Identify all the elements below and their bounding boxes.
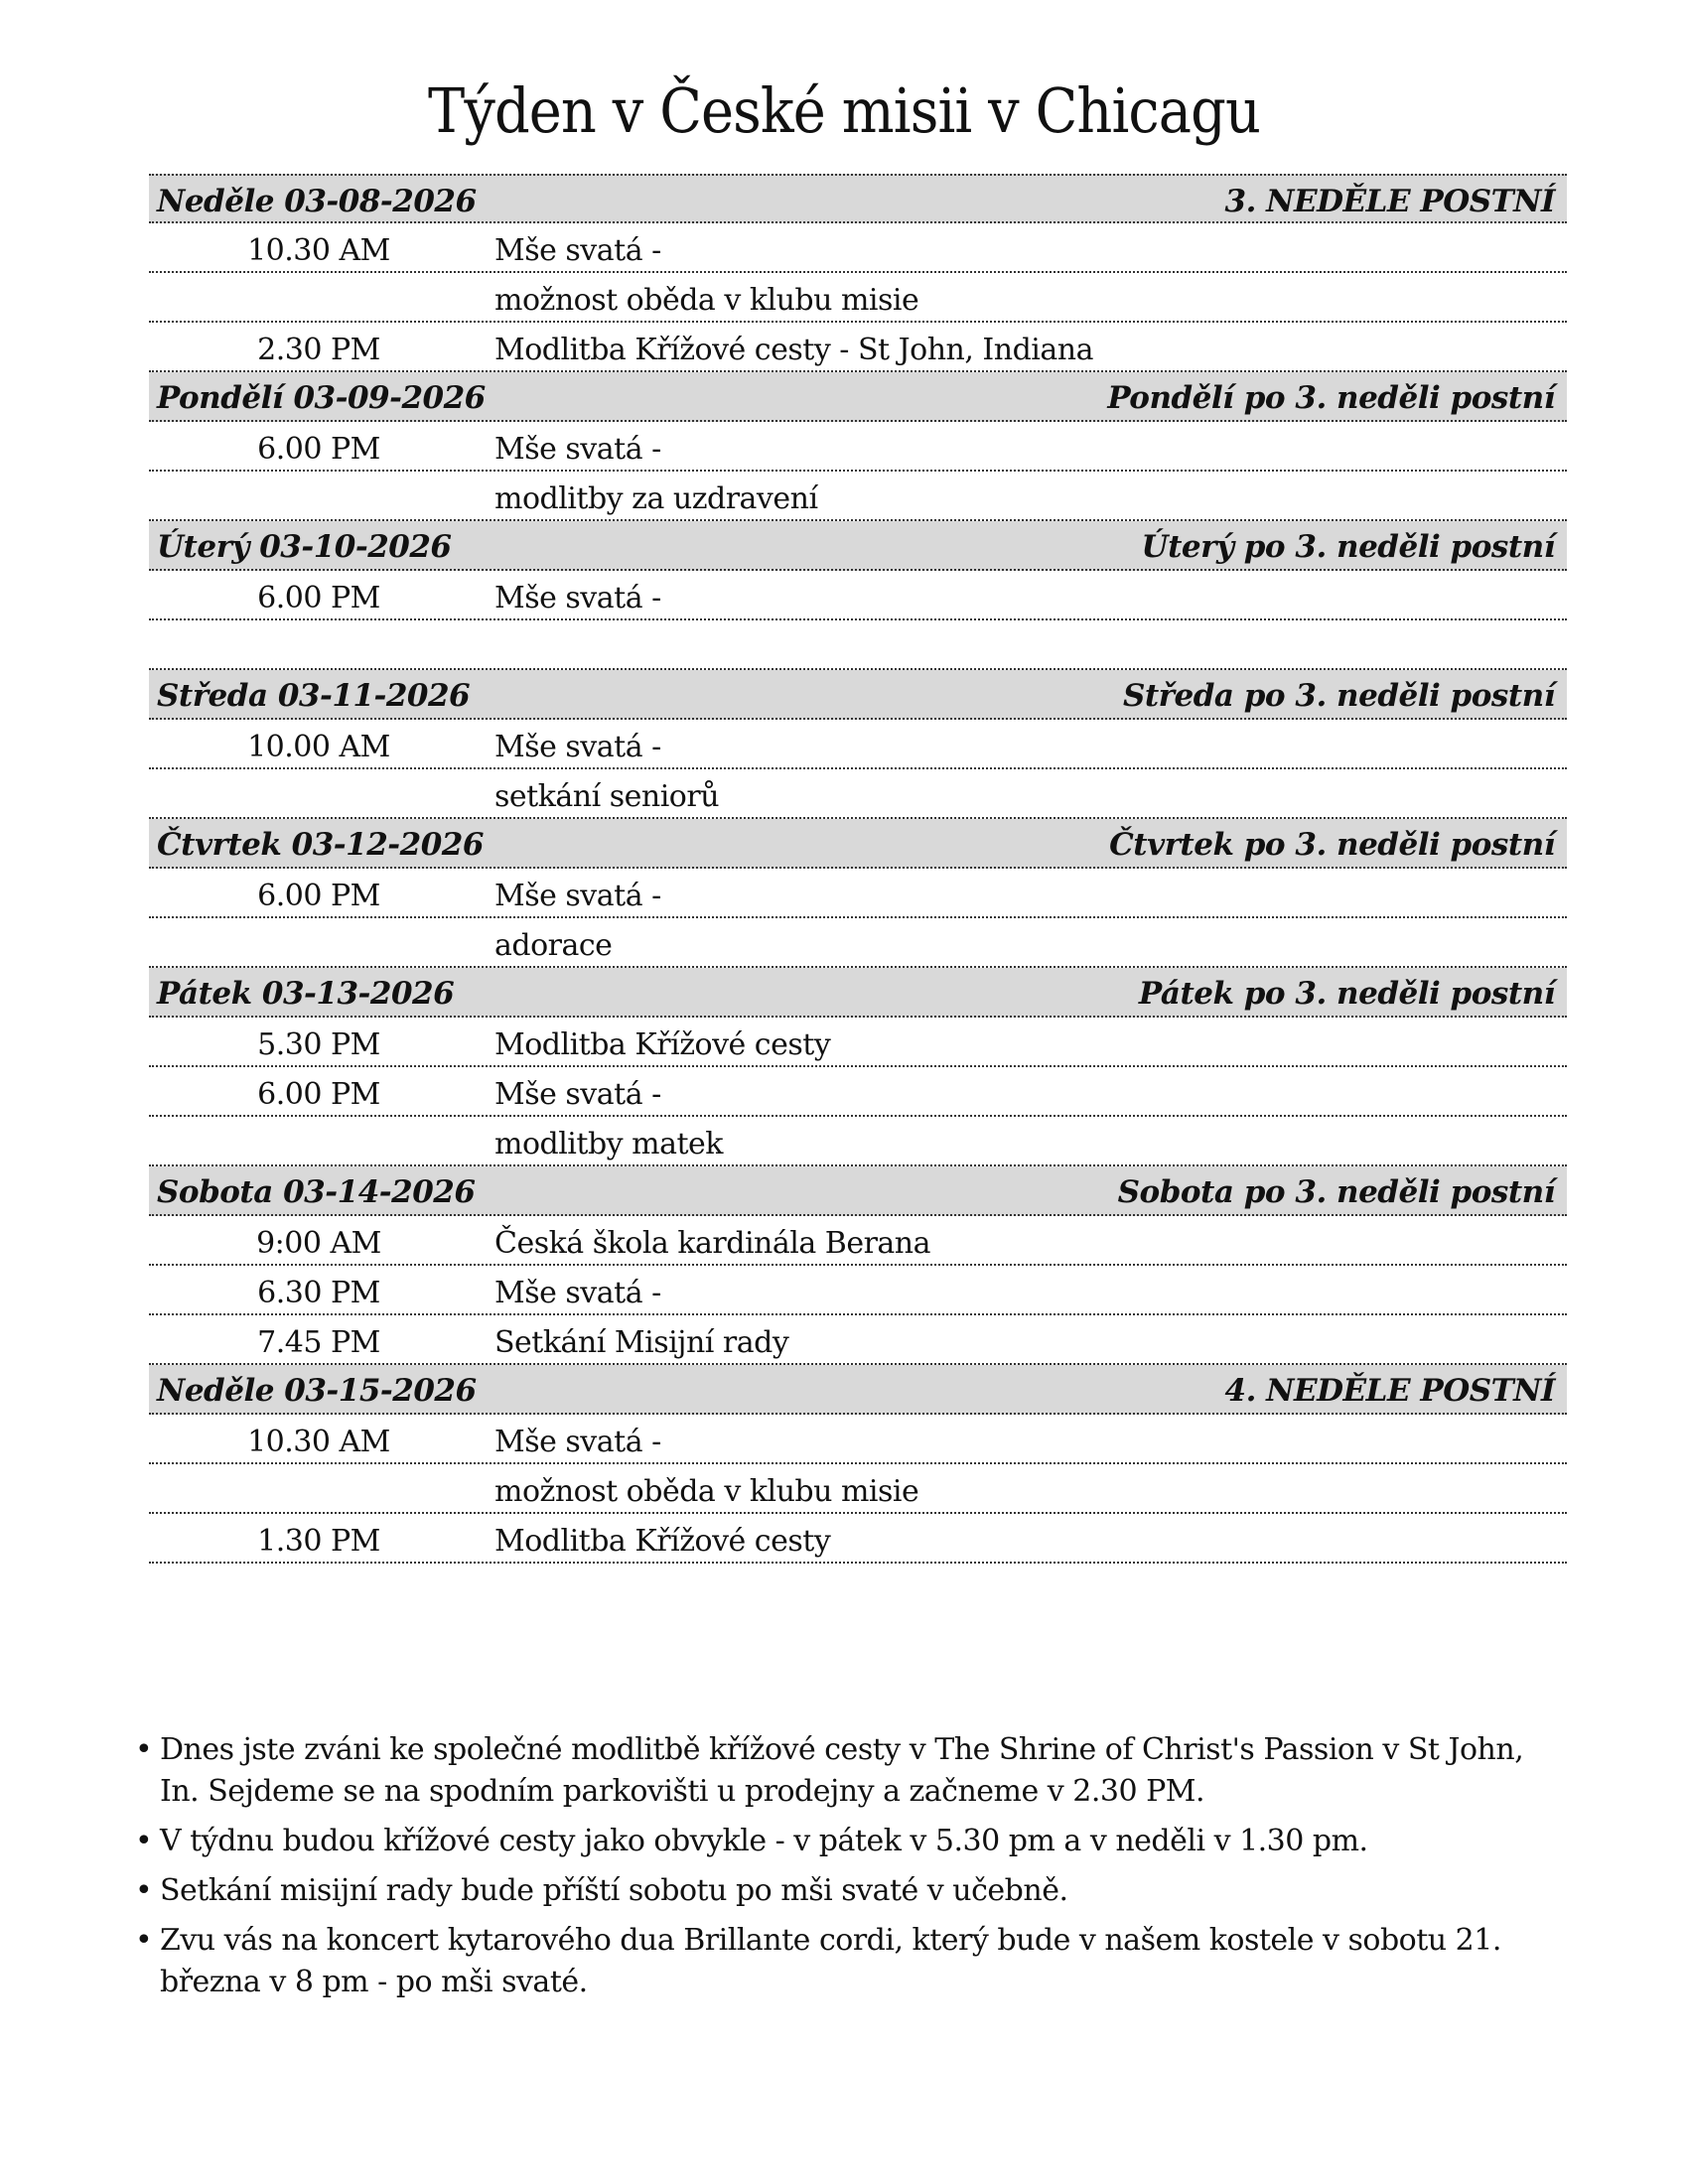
announcement-item <box>137 1870 1527 1912</box>
day-date: Sobota 03-14-2026 <box>157 1174 476 1210</box>
event-description: modlitby matek <box>494 1127 723 1161</box>
event-row <box>149 620 1567 670</box>
day-header-row <box>149 521 1567 571</box>
liturgical-day: Pondělí po 3. neděli postní <box>1107 380 1555 416</box>
day-header-row <box>149 1166 1567 1216</box>
event-time: 10.30 AM <box>247 233 390 268</box>
day-header-row <box>149 968 1567 1018</box>
day-header-row <box>149 174 1567 223</box>
event-time: 6.00 PM <box>257 1077 380 1112</box>
event-description: Modlitba Křížové cesty - St John, Indiana <box>494 333 1093 367</box>
bullet-icon: • <box>135 1824 153 1858</box>
day-date: Středa 03-11-2026 <box>157 678 471 714</box>
event-time: 6.00 PM <box>257 879 380 913</box>
day-date: Úterý 03-10-2026 <box>157 529 452 565</box>
event-description: Mše svatá - <box>494 730 661 764</box>
weekly-schedule-table <box>149 174 1567 1564</box>
liturgical-day: Pátek po 3. neděli postní <box>1138 976 1555 1012</box>
liturgical-day: 4. NEDĚLE POSTNÍ <box>1224 1373 1555 1409</box>
liturgical-day: 3. NEDĚLE POSTNÍ <box>1224 184 1555 219</box>
event-row <box>149 720 1567 769</box>
event-row <box>149 1315 1567 1365</box>
event-row <box>149 1216 1567 1266</box>
liturgical-day: Středa po 3. neděli postní <box>1122 678 1555 714</box>
event-time: 10.30 AM <box>247 1425 390 1459</box>
event-description: Mše svatá - <box>494 432 661 467</box>
announcement-text: V týdnu budou křížové cesty jako obvykle - v pátek v 5.30 pm a v neděli v 1.30 pm. <box>160 1824 1368 1858</box>
event-time: 6.00 PM <box>257 581 380 615</box>
event-row <box>149 1266 1567 1315</box>
event-description: možnost oběda v klubu misie <box>494 283 919 318</box>
day-date: Neděle 03-08-2026 <box>157 184 477 219</box>
event-row <box>149 323 1567 372</box>
event-description: Mše svatá - <box>494 1077 661 1112</box>
day-header-row <box>149 819 1567 869</box>
liturgical-day: Úterý po 3. neděli postní <box>1141 529 1555 565</box>
day-header-row <box>149 372 1567 422</box>
event-description: Mše svatá - <box>494 1425 661 1459</box>
event-row <box>149 769 1567 819</box>
event-description: Mše svatá - <box>494 1276 661 1310</box>
event-time: 1.30 PM <box>257 1524 380 1559</box>
event-row <box>149 1514 1567 1564</box>
event-description: Mše svatá - <box>494 879 661 913</box>
liturgical-day: Čtvrtek po 3. neděli postní <box>1109 827 1555 863</box>
announcement-item <box>137 1729 1527 1813</box>
event-time: 5.30 PM <box>257 1027 380 1062</box>
event-row <box>149 223 1567 273</box>
event-row <box>149 869 1567 918</box>
event-row <box>149 918 1567 968</box>
event-description: možnost oběda v klubu misie <box>494 1474 919 1509</box>
event-row <box>149 1415 1567 1464</box>
event-row <box>149 571 1567 620</box>
bullet-icon: • <box>135 1873 153 1908</box>
event-description: Modlitba Křížové cesty <box>494 1524 831 1559</box>
event-description: setkání seniorů <box>494 779 720 814</box>
announcement-item <box>137 1821 1527 1862</box>
event-time: 10.00 AM <box>247 730 390 764</box>
event-time: 6.00 PM <box>257 432 380 467</box>
event-time: 9:00 AM <box>256 1226 381 1261</box>
event-row <box>149 472 1567 521</box>
announcement-text: Zvu vás na koncert kytarového dua Brillante cordi, který bude v našem kostele v sobotu 21. března v 8 pm - po mši svaté. <box>160 1923 1501 1999</box>
page-title: Týden v České misii v Chicagu <box>428 74 1260 147</box>
day-header-row <box>149 670 1567 720</box>
day-header-row <box>149 1365 1567 1415</box>
announcements-list <box>137 1729 1527 2011</box>
bullet-icon: • <box>135 1732 153 1767</box>
day-date: Pátek 03-13-2026 <box>157 976 455 1012</box>
event-description: Mše svatá - <box>494 233 661 268</box>
day-date: Neděle 03-15-2026 <box>157 1373 477 1409</box>
announcement-text: Setkání misijní rady bude příští sobotu po mši svaté v učebně. <box>160 1873 1068 1908</box>
event-row <box>149 273 1567 323</box>
bullet-icon: • <box>135 1923 153 1958</box>
event-description: Mše svatá - <box>494 581 661 615</box>
event-description: Setkání Misijní rady <box>494 1325 789 1360</box>
event-row <box>149 1464 1567 1514</box>
event-description: adorace <box>494 928 613 963</box>
event-row <box>149 1067 1567 1117</box>
event-description: Modlitba Křížové cesty <box>494 1027 831 1062</box>
announcement-text: Dnes jste zváni ke společné modlitbě křížové cesty v The Shrine of Christ's Passion v St John, In. Sejdeme se na spodním parkovišti u prodejny a začneme v 2.30 PM. <box>160 1732 1524 1809</box>
day-date: Čtvrtek 03-12-2026 <box>157 827 484 863</box>
liturgical-day: Sobota po 3. neděli postní <box>1117 1174 1555 1210</box>
event-time: 7.45 PM <box>257 1325 380 1360</box>
event-row <box>149 1018 1567 1067</box>
event-time: 2.30 PM <box>257 333 380 367</box>
event-row <box>149 422 1567 472</box>
event-description: modlitby za uzdravení <box>494 481 818 516</box>
day-date: Pondělí 03-09-2026 <box>157 380 486 416</box>
announcement-item <box>137 1920 1527 2003</box>
event-time: 6.30 PM <box>257 1276 380 1310</box>
event-row <box>149 1117 1567 1166</box>
event-description: Česká škola kardinála Berana <box>494 1226 931 1261</box>
